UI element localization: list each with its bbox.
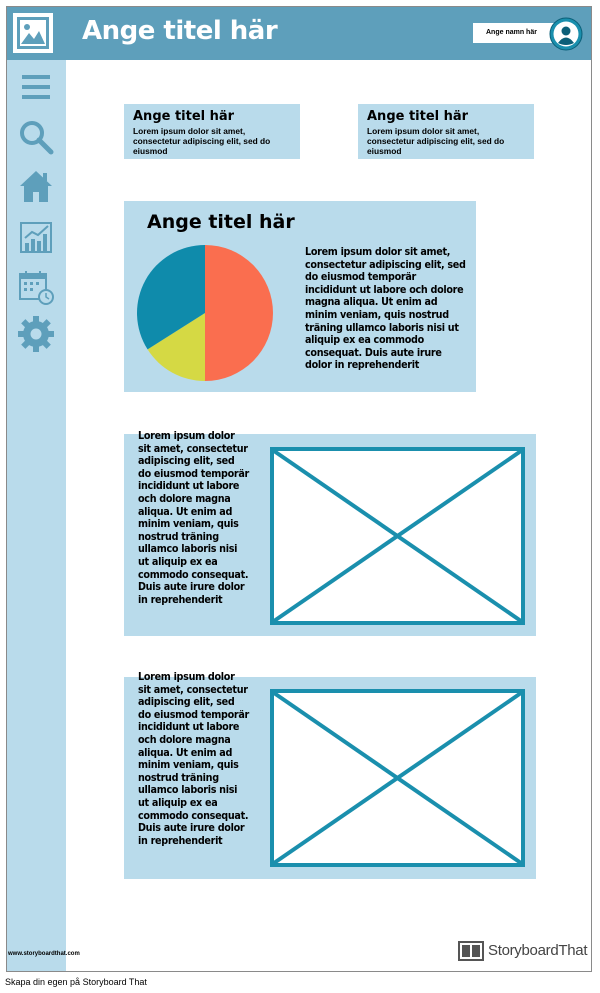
gear-icon[interactable] (17, 315, 55, 353)
card-paragraph: Lorem ipsum dolor sit amet, consectetur adipiscing elit, sed do eiusmod temporär incididunt ut labore och dolore magna aliqua. Ut enim ad minim veniam, quis nostrud träning ullamco laboris nisi ut aliquip ex ea commodo consequat. Duis aute irure dolor in reprehenderit (305, 245, 466, 372)
pie-chart-card (124, 201, 476, 392)
name-input[interactable]: Ange namn här (473, 23, 559, 43)
footer-url[interactable]: www.storyboardthat.com (8, 951, 80, 957)
image-placeholder-icon (270, 689, 525, 867)
storyboard-logo-icon (458, 940, 484, 962)
logo-image-icon (13, 13, 53, 53)
sidebar (7, 60, 66, 971)
card-text: Lorem ipsum dolor sit amet, consectetur adipiscing elit, sed do eiusmod (133, 126, 271, 156)
user-avatar-icon[interactable] (549, 17, 583, 51)
card-paragraph: Lorem ipsum dolor sit amet, consectetur adipiscing elit, sed do eiusmod temporär incididunt ut labore och dolore magna aliqua. Ut enim ad minim veniam, quis nostrud träning ullamco laboris nisi ut aliquip ex ea commodo consequat. Duis aute irure dolor in reprehenderit (138, 429, 249, 606)
home-icon[interactable] (17, 168, 55, 206)
menu-icon[interactable] (17, 68, 55, 106)
image-card-2 (124, 670, 536, 879)
card-title: Ange titel här (133, 109, 235, 124)
info-card-left (124, 104, 300, 159)
page-frame (6, 6, 592, 972)
pie-slice-1 (205, 245, 273, 381)
page-caption: Skapa din egen på Storyboard That (5, 977, 147, 987)
image-placeholder-icon (270, 447, 525, 625)
calendar-icon[interactable] (17, 268, 55, 306)
card-title: Ange titel här (367, 109, 469, 124)
info-card-right (358, 104, 534, 159)
card-text: Lorem ipsum dolor sit amet, consectetur adipiscing elit, sed do eiusmod (367, 126, 505, 156)
search-icon[interactable] (17, 118, 55, 156)
header-bar (7, 7, 591, 60)
brand-name[interactable]: StoryboardThat (488, 942, 588, 959)
card-paragraph: Lorem ipsum dolor sit amet, consectetur adipiscing elit, sed do eiusmod temporär incididunt ut labore och dolore magna aliqua. Ut enim ad minim veniam, quis nostrud träning ullamco laboris nisi ut aliquip ex ea commodo consequat. Duis aute irure dolor in reprehenderit (138, 670, 249, 847)
image-card-1 (124, 429, 536, 636)
pie-chart (136, 244, 274, 382)
page-title: Ange titel här (82, 16, 278, 46)
chart-icon[interactable] (17, 218, 55, 256)
card-title: Ange titel här (147, 211, 295, 233)
